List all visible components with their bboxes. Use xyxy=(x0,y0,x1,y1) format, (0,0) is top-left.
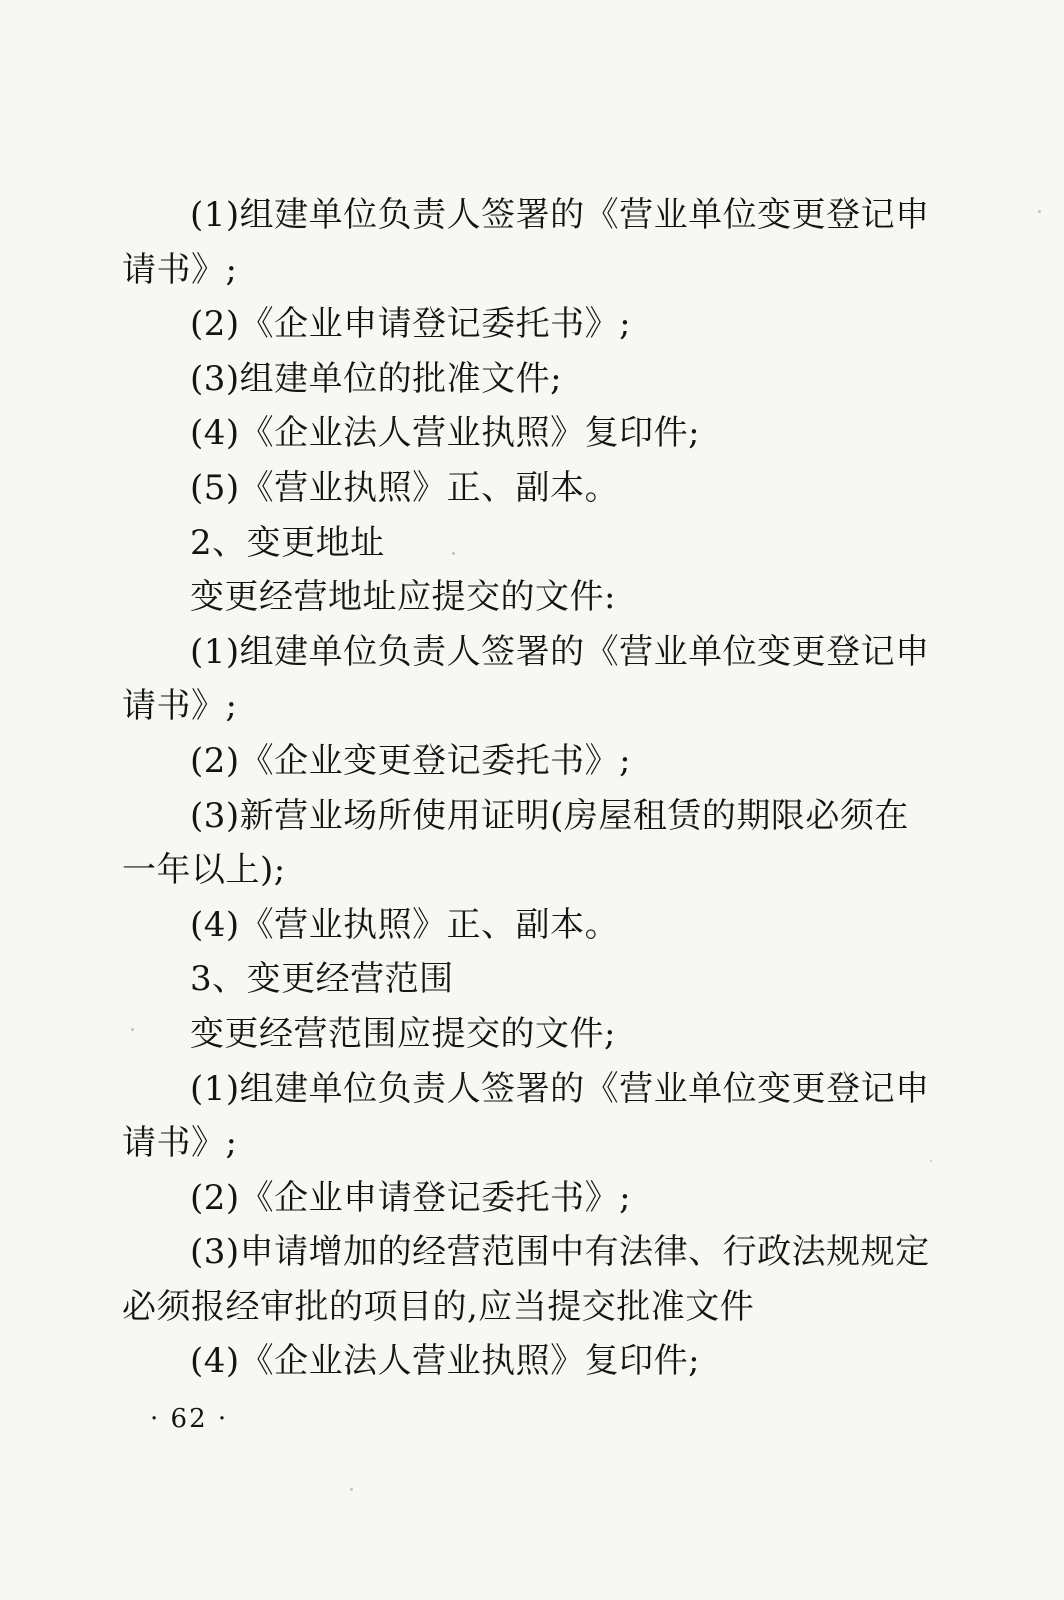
paragraph: (3)新营业场所使用证明(房屋租赁的期限必须在一年以上); xyxy=(122,795,909,891)
scan-speck xyxy=(350,1488,353,1491)
paragraph: (5)《营业执照》正、副本。 xyxy=(190,467,620,508)
paragraph: (4)《企业法人营业执照》复印件; xyxy=(190,413,701,454)
paragraph: (4)《营业执照》正、副本。 xyxy=(190,904,620,945)
paragraph: (2)《企业变更登记委托书》; xyxy=(190,740,632,781)
paragraph: (1)组建单位负责人签署的《营业单位变更登记申请书》; xyxy=(122,631,930,727)
section-heading: 3、变更经营范围 xyxy=(190,959,454,1000)
scan-speck xyxy=(930,1160,932,1162)
section-heading: 2、变更地址 xyxy=(190,522,385,563)
paragraph: (2)《企业申请登记委托书》; xyxy=(190,1177,632,1218)
paragraph: (4)《企业法人营业执照》复印件; xyxy=(190,1341,701,1382)
scan-speck xyxy=(131,1028,134,1031)
paragraph: (2)《企业申请登记委托书》; xyxy=(190,304,632,345)
paragraph: 变更经营范围应提交的文件; xyxy=(190,1013,616,1054)
paragraph: (1)组建单位负责人签署的《营业单位变更登记申请书》; xyxy=(122,195,930,290)
paragraph: (3)组建单位的批准文件; xyxy=(190,358,563,399)
paragraph: (3)申请增加的经营范围中有法律、行政法规规定必须报经审批的项目的,应当提交批准文件 xyxy=(122,1232,930,1327)
body-text xyxy=(122,188,938,1389)
scan-speck xyxy=(1038,210,1041,213)
paragraph: (1)组建单位负责人签署的《营业单位变更登记申请书》; xyxy=(122,1068,930,1164)
scan-speck xyxy=(452,552,455,555)
page-number: · 62 · xyxy=(150,1404,229,1434)
paragraph: 变更经营地址应提交的文件: xyxy=(190,577,616,618)
